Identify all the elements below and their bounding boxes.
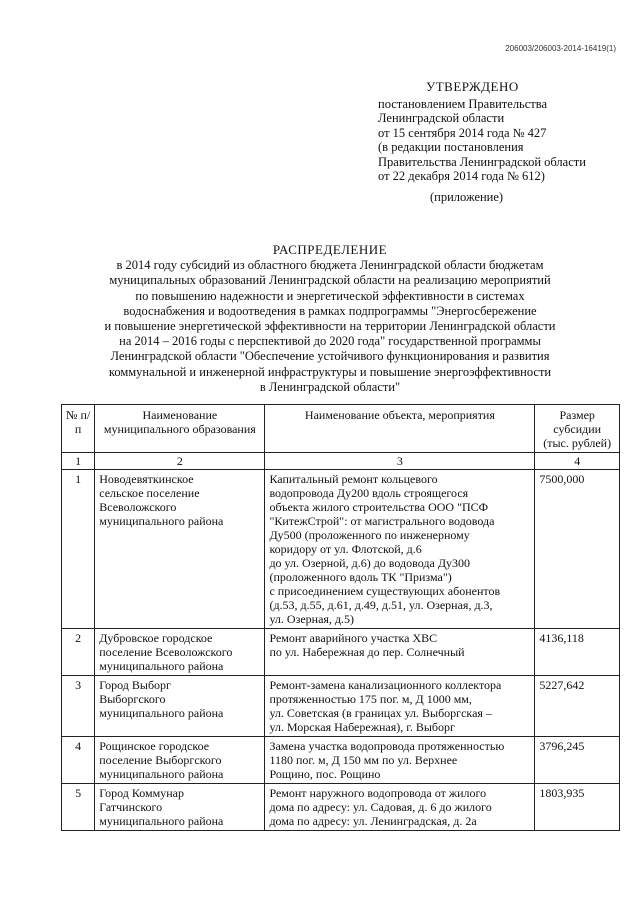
object-line: Ремонт-замена канализационного коллектора <box>269 678 502 692</box>
title-line: на 2014 – 2016 годы с перспективой до 2020 года" государственной программы <box>119 334 541 349</box>
municipality-line: поселение Всеволожского <box>99 645 233 659</box>
title-line: водоснабжения и водоотведения в рамках подпрограммы "Энергосбережение <box>123 303 537 318</box>
object-line: Рощино, пос. Рощино <box>269 767 381 781</box>
subsidy-table <box>61 404 620 831</box>
header-number: № п/п <box>62 405 95 453</box>
row-amount: 1803,935 <box>535 784 620 831</box>
column-index-row <box>62 453 620 470</box>
municipality-line: муниципального района <box>99 706 224 720</box>
approval-line: от 22 декабря 2014 года № 612) <box>378 169 545 183</box>
object-line: объекта жилого строительства ООО "ПСФ <box>269 500 489 514</box>
object-line: 1180 пог. м, Д 150 мм по ул. Верхнее <box>269 753 458 767</box>
object-line: с присоединением существующих абонентов <box>269 584 501 598</box>
title-line: коммунальной и инженерной инфраструктуры и повышение энергоэффективности <box>108 364 552 379</box>
row-amount: 4136,118 <box>535 629 620 676</box>
row-object <box>265 676 535 737</box>
header-municipality: Наименование муниципального образования <box>95 405 265 453</box>
title-line: в Ленинградской области" <box>259 379 401 394</box>
object-line: по ул. Набережная до пер. Солнечный <box>269 645 465 659</box>
municipality-line: Город Выборг <box>99 678 171 692</box>
table-row <box>62 784 620 831</box>
column-index: 4 <box>535 453 620 470</box>
approval-line: Ленинградской области <box>378 111 505 125</box>
row-number: 2 <box>62 629 95 676</box>
object-line: до ул. Озерной, д.6) до водовода Ду300 <box>269 556 471 570</box>
row-object <box>265 470 535 629</box>
table-header-row <box>62 405 620 453</box>
object-line: коридору от ул. Флотской, д.6 <box>269 542 422 556</box>
object-line: дома по адресу: ул. Ленинградская, д. 2а <box>269 814 477 828</box>
object-line: ул. Озерная, д.5) <box>269 612 355 626</box>
object-line: протяженностью 175 пог. м, Д 1000 мм, <box>269 692 472 706</box>
row-amount: 5227,642 <box>535 676 620 737</box>
municipality-line: Новодевяткинское <box>99 472 194 486</box>
column-index: 2 <box>95 453 265 470</box>
municipality-line: Город Коммунар <box>99 786 184 800</box>
approval-block <box>378 80 628 204</box>
appendix-label: (приложение) <box>430 189 504 204</box>
row-municipality <box>95 784 265 831</box>
approval-heading: УТВЕРЖДЕНО <box>426 79 519 94</box>
object-line: Капитальный ремонт кольцевого <box>269 472 438 486</box>
header-amount: Размер субсидии (тыс. рублей) <box>535 405 620 453</box>
row-amount: 7500,000 <box>535 470 620 629</box>
row-object <box>265 737 535 784</box>
object-line: "КитежСтрой": от магистрального водовода <box>269 514 495 528</box>
row-number: 4 <box>62 737 95 784</box>
municipality-line: Всеволожского <box>99 500 177 514</box>
municipality-line: Рощинское городское <box>99 739 210 753</box>
approval-line: Правительства Ленинградской области <box>378 154 586 169</box>
title-line: муниципальных образований Ленинградской области на реализацию мероприятий <box>109 273 551 288</box>
title-heading: РАСПРЕДЕЛЕНИЕ <box>272 242 388 257</box>
municipality-line: Дубровское городское <box>99 631 213 645</box>
row-number: 1 <box>62 470 95 629</box>
row-object <box>265 784 535 831</box>
municipality-line: муниципального района <box>99 659 224 673</box>
row-municipality <box>95 676 265 737</box>
title-line: в 2014 году субсидий из областного бюджета Ленинградской области бюджетам <box>116 258 544 273</box>
municipality-line: сельское поселение <box>99 486 200 500</box>
municipality-line: Выборгского <box>99 692 166 706</box>
document-id: 206003/206003-2014-16419(1) <box>505 44 616 53</box>
municipality-line: муниципального района <box>99 814 224 828</box>
row-object <box>265 629 535 676</box>
object-line: (проложенного вдоль ТК "Призма") <box>269 570 452 584</box>
municipality-line: поселение Выборгского <box>99 753 222 767</box>
row-municipality <box>95 470 265 629</box>
table-row <box>62 629 620 676</box>
title-line: и повышение энергетической эффективности на территории Ленинградской области <box>104 319 556 334</box>
document-title <box>60 242 600 395</box>
municipality-line: муниципального района <box>99 514 224 528</box>
table-row <box>62 676 620 737</box>
column-index: 3 <box>265 453 535 470</box>
object-line: (д.53, д.55, д.61, д.49, д.51, ул. Озерная, д.3, <box>269 598 493 612</box>
row-municipality <box>95 737 265 784</box>
approval-line: постановлением Правительства <box>378 96 548 111</box>
object-line: Ремонт аварийного участка ХВС <box>269 631 438 645</box>
row-number: 5 <box>62 784 95 831</box>
table-row <box>62 737 620 784</box>
column-index: 1 <box>62 453 95 470</box>
table-row <box>62 470 620 629</box>
municipality-line: муниципального района <box>99 767 224 781</box>
row-amount: 3796,245 <box>535 737 620 784</box>
row-number: 3 <box>62 676 95 737</box>
object-line: водопровода Ду200 вдоль строящегося <box>269 486 469 500</box>
header-object: Наименование объекта, мероприятия <box>265 405 535 453</box>
approval-line: от 15 сентября 2014 года № 427 <box>378 125 547 140</box>
object-line: ул. Морская Набережная), г. Выборг <box>269 720 455 734</box>
object-line: Ремонт наружного водопровода от жилого <box>269 786 487 800</box>
title-line: Ленинградской области "Обеспечение устойчивого функционирования и развития <box>110 349 550 364</box>
title-line: по повышению надежности и энергетической эффективности в системах <box>135 288 525 303</box>
approval-line: (в редакции постановления <box>378 140 524 154</box>
object-line: Замена участка водопровода протяженностью <box>269 739 505 753</box>
row-municipality <box>95 629 265 676</box>
object-line: ул. Советская (в границах ул. Выборгская – <box>269 706 492 720</box>
object-line: дома по адресу: ул. Садовая, д. 6 до жилого <box>269 800 492 814</box>
municipality-line: Гатчинского <box>99 800 163 814</box>
object-line: Ду500 (проложенного по инженерному <box>269 528 470 542</box>
